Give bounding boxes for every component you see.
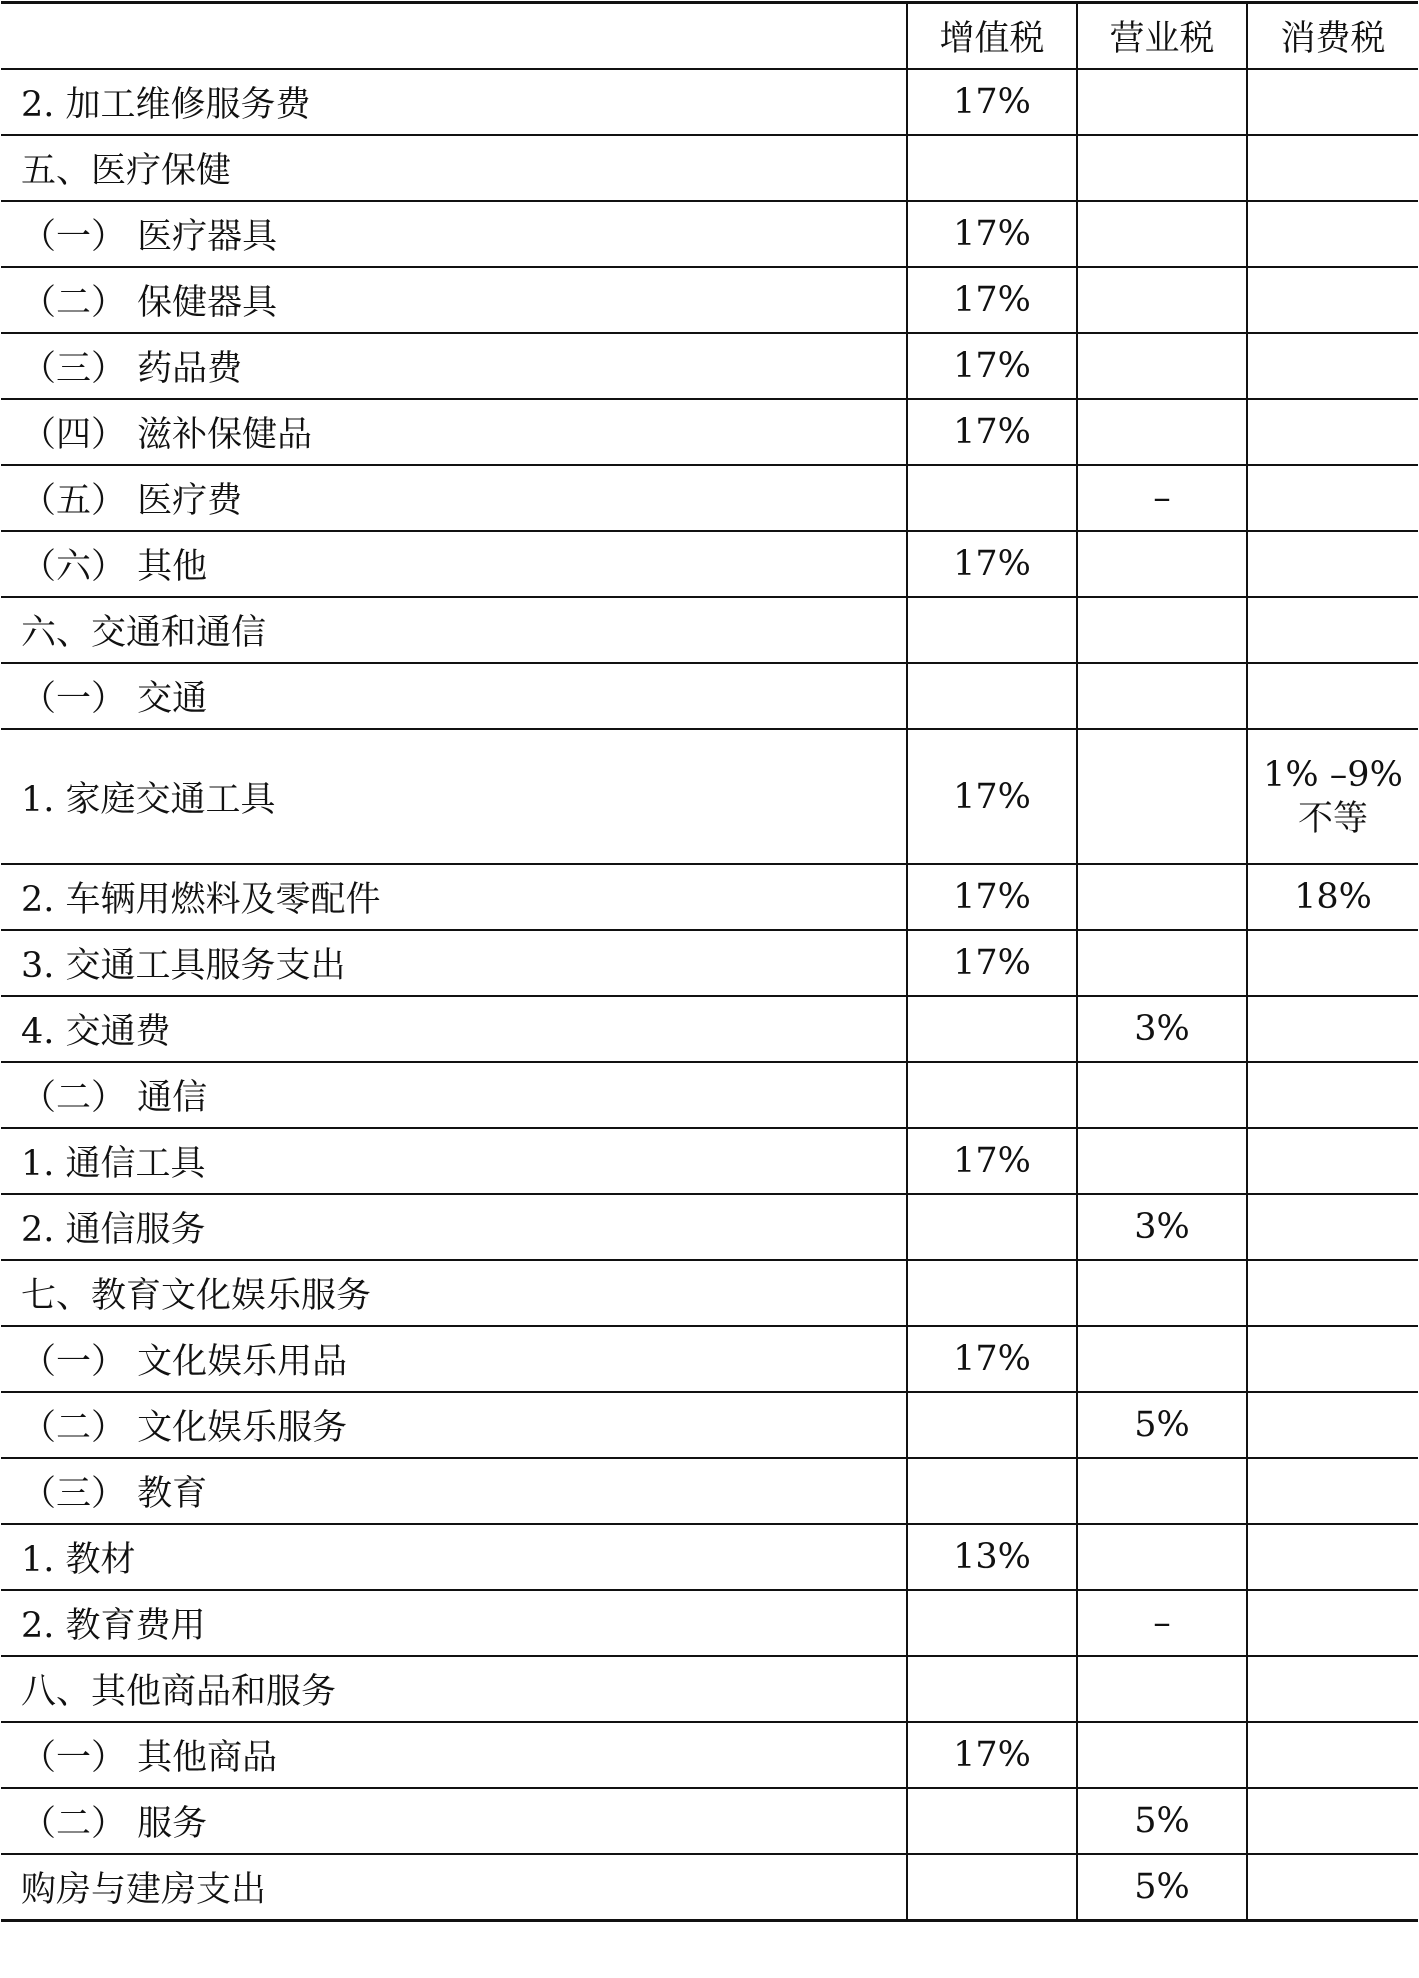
consumption-tax-cell <box>1247 1524 1418 1590</box>
table-row <box>1 1260 1418 1326</box>
business-tax-cell <box>1077 1656 1247 1722</box>
item-cell: （二） 通信 <box>1 1062 907 1128</box>
business-tax-cell <box>1077 663 1247 729</box>
vat-cell <box>907 1062 1077 1128</box>
consumption-tax-cell <box>1247 69 1418 135</box>
table-row <box>1 1722 1418 1788</box>
consumption-tax-cell <box>1247 1392 1418 1458</box>
item-cell: 五、医疗保健 <box>1 135 907 201</box>
item-cell: 2. 教育费用 <box>1 1590 907 1656</box>
table-row <box>1 135 1418 201</box>
business-tax-cell: – <box>1077 1590 1247 1656</box>
table-row <box>1 399 1418 465</box>
consumption-tax-cell <box>1247 135 1418 201</box>
business-tax-cell: 3% <box>1077 1194 1247 1260</box>
table-row <box>1 1524 1418 1590</box>
table-row <box>1 1128 1418 1194</box>
business-tax-cell <box>1077 930 1247 996</box>
table-row <box>1 930 1418 996</box>
vat-cell <box>907 1788 1077 1854</box>
table-row <box>1 663 1418 729</box>
item-cell: 2. 车辆用燃料及零配件 <box>1 864 907 930</box>
vat-cell <box>907 135 1077 201</box>
vat-cell: 17% <box>907 201 1077 267</box>
table-row <box>1 597 1418 663</box>
vat-cell: 17% <box>907 69 1077 135</box>
business-tax-cell <box>1077 333 1247 399</box>
consumption-tax-cell <box>1247 267 1418 333</box>
header-consumption-tax: 消费税 <box>1247 3 1418 70</box>
vat-cell <box>907 1458 1077 1524</box>
vat-cell <box>907 1194 1077 1260</box>
consumption-tax-cell <box>1247 333 1418 399</box>
item-cell: 1. 通信工具 <box>1 1128 907 1194</box>
consumption-tax-cell <box>1247 1194 1418 1260</box>
vat-cell: 17% <box>907 531 1077 597</box>
vat-cell: 17% <box>907 1326 1077 1392</box>
business-tax-cell <box>1077 1326 1247 1392</box>
table-row <box>1 1326 1418 1392</box>
vat-cell <box>907 1854 1077 1921</box>
vat-cell <box>907 1590 1077 1656</box>
table-row <box>1 201 1418 267</box>
table-row <box>1 465 1418 531</box>
item-cell: 4. 交通费 <box>1 996 907 1062</box>
vat-cell <box>907 465 1077 531</box>
vat-cell <box>907 1656 1077 1722</box>
business-tax-cell <box>1077 69 1247 135</box>
item-cell: （三） 药品费 <box>1 333 907 399</box>
table-row <box>1 1656 1418 1722</box>
table-row <box>1 1062 1418 1128</box>
header-business-tax: 营业税 <box>1077 3 1247 70</box>
consumption-tax-cell <box>1247 465 1418 531</box>
item-cell: 1. 家庭交通工具 <box>1 729 907 864</box>
business-tax-cell: – <box>1077 465 1247 531</box>
consumption-tax-cell <box>1247 663 1418 729</box>
item-cell: 2. 加工维修服务费 <box>1 69 907 135</box>
table-row <box>1 729 1418 864</box>
business-tax-cell: 5% <box>1077 1788 1247 1854</box>
business-tax-cell <box>1077 135 1247 201</box>
item-cell: 购房与建房支出 <box>1 1854 907 1921</box>
consumption-tax-cell <box>1247 399 1418 465</box>
consumption-tax-cell <box>1247 1854 1418 1921</box>
item-cell: 七、教育文化娱乐服务 <box>1 1260 907 1326</box>
business-tax-cell <box>1077 531 1247 597</box>
business-tax-cell <box>1077 864 1247 930</box>
business-tax-cell: 5% <box>1077 1854 1247 1921</box>
item-cell: （一） 文化娱乐用品 <box>1 1326 907 1392</box>
table-row <box>1 1392 1418 1458</box>
consumption-tax-cell <box>1247 1260 1418 1326</box>
vat-cell <box>907 663 1077 729</box>
item-cell: 八、其他商品和服务 <box>1 1656 907 1722</box>
table-header <box>1 3 1418 70</box>
business-tax-cell <box>1077 597 1247 663</box>
business-tax-cell <box>1077 1524 1247 1590</box>
consumption-tax-cell <box>1247 1788 1418 1854</box>
consumption-tax-cell <box>1247 1590 1418 1656</box>
consumption-tax-cell <box>1247 531 1418 597</box>
tax-rate-table <box>1 1 1418 1922</box>
table-row <box>1 531 1418 597</box>
consumption-tax-cell: 1% –9% 不等 <box>1247 729 1418 864</box>
item-cell: （一） 交通 <box>1 663 907 729</box>
vat-cell <box>907 996 1077 1062</box>
consumption-tax-cell: 18% <box>1247 864 1418 930</box>
item-cell: （四） 滋补保健品 <box>1 399 907 465</box>
item-cell: 2. 通信服务 <box>1 1194 907 1260</box>
business-tax-cell: 5% <box>1077 1392 1247 1458</box>
vat-cell: 17% <box>907 930 1077 996</box>
vat-cell: 17% <box>907 1128 1077 1194</box>
item-cell: （六） 其他 <box>1 531 907 597</box>
vat-cell <box>907 597 1077 663</box>
consumption-tax-cell <box>1247 1656 1418 1722</box>
vat-cell: 17% <box>907 267 1077 333</box>
consumption-tax-cell <box>1247 1062 1418 1128</box>
item-cell: （三） 教育 <box>1 1458 907 1524</box>
business-tax-cell: 3% <box>1077 996 1247 1062</box>
consumption-tax-cell <box>1247 1326 1418 1392</box>
business-tax-cell <box>1077 267 1247 333</box>
table-row <box>1 333 1418 399</box>
vat-cell <box>907 1260 1077 1326</box>
business-tax-cell <box>1077 201 1247 267</box>
table-row <box>1 69 1418 135</box>
table-body <box>1 69 1418 1921</box>
business-tax-cell <box>1077 1458 1247 1524</box>
item-cell: （二） 文化娱乐服务 <box>1 1392 907 1458</box>
item-cell: （一） 医疗器具 <box>1 201 907 267</box>
vat-cell: 13% <box>907 1524 1077 1590</box>
consumption-tax-cell <box>1247 996 1418 1062</box>
business-tax-cell <box>1077 1062 1247 1128</box>
table-row <box>1 1194 1418 1260</box>
table-row <box>1 1854 1418 1921</box>
table-row <box>1 996 1418 1062</box>
business-tax-cell <box>1077 1260 1247 1326</box>
business-tax-cell <box>1077 1128 1247 1194</box>
table-row <box>1 1590 1418 1656</box>
item-cell: （五） 医疗费 <box>1 465 907 531</box>
vat-cell: 17% <box>907 1722 1077 1788</box>
table-row <box>1 864 1418 930</box>
item-cell: （二） 服务 <box>1 1788 907 1854</box>
vat-cell: 17% <box>907 864 1077 930</box>
business-tax-cell <box>1077 399 1247 465</box>
table-row <box>1 1788 1418 1854</box>
consumption-tax-cell <box>1247 1458 1418 1524</box>
business-tax-cell <box>1077 729 1247 864</box>
consumption-tax-cell <box>1247 1722 1418 1788</box>
vat-cell: 17% <box>907 333 1077 399</box>
consumption-tax-cell <box>1247 597 1418 663</box>
header-row <box>1 3 1418 70</box>
header-item <box>1 3 907 70</box>
header-vat: 增值税 <box>907 3 1077 70</box>
vat-cell <box>907 1392 1077 1458</box>
vat-cell: 17% <box>907 399 1077 465</box>
item-cell: 1. 教材 <box>1 1524 907 1590</box>
table-row <box>1 267 1418 333</box>
item-cell: 六、交通和通信 <box>1 597 907 663</box>
table-row <box>1 1458 1418 1524</box>
item-cell: （二） 保健器具 <box>1 267 907 333</box>
business-tax-cell <box>1077 1722 1247 1788</box>
consumption-tax-cell <box>1247 201 1418 267</box>
vat-cell: 17% <box>907 729 1077 864</box>
item-cell: 3. 交通工具服务支出 <box>1 930 907 996</box>
consumption-tax-cell <box>1247 930 1418 996</box>
item-cell: （一） 其他商品 <box>1 1722 907 1788</box>
consumption-tax-cell <box>1247 1128 1418 1194</box>
